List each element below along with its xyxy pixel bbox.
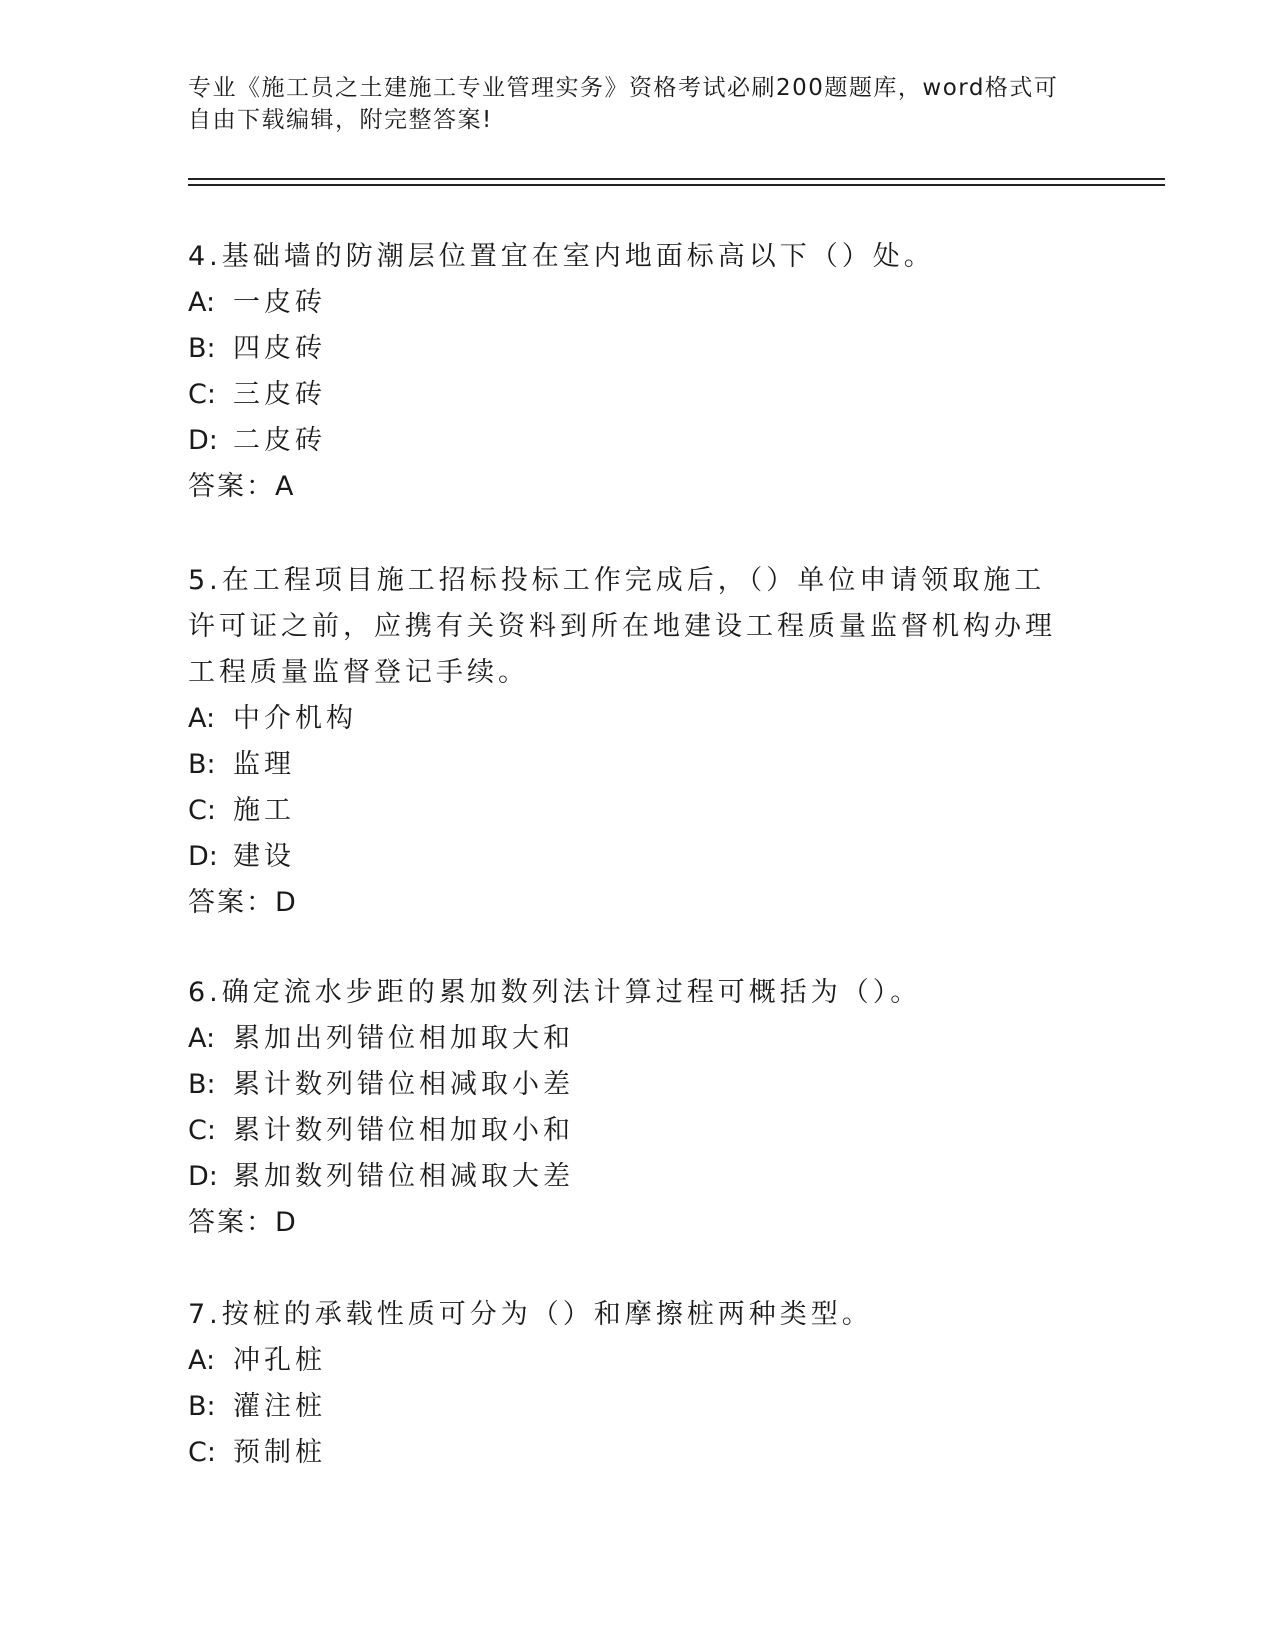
option-c: C: 三皮砖 — [188, 379, 326, 410]
option-a: A: 中介机构 — [188, 703, 357, 734]
header-divider-bottom — [188, 184, 1165, 186]
option-b: B: 累计数列错位相减取小差 — [188, 1069, 574, 1100]
question-stem: 6.确定流水步距的累加数列法计算过程可概括为（）。 — [188, 977, 922, 1008]
option-a: A: 冲孔桩 — [188, 1345, 326, 1376]
question-4 — [188, 234, 1068, 510]
question-7 — [188, 1292, 1068, 1476]
answer: 答案：D — [188, 1207, 298, 1238]
option-b: B: 四皮砖 — [188, 333, 326, 364]
option-c: C: 施工 — [188, 795, 295, 826]
option-d: D: 累加数列错位相减取大差 — [188, 1161, 574, 1192]
header-divider-top — [188, 178, 1165, 180]
option-a: A: 累加出列错位相加取大和 — [188, 1023, 574, 1054]
answer: 答案：A — [188, 471, 296, 502]
answer: 答案：D — [188, 887, 298, 918]
question-stem: 7.按桩的承载性质可分为（）和摩擦桩两种类型。 — [188, 1299, 873, 1330]
option-b: B: 灌注桩 — [188, 1391, 326, 1422]
question-stem: 5.在工程项目施工招标投标工作完成后，（）单位申请领取施工许可证之前，应携有关资料到所在地建设工程质量监督机构办理工程质量监督登记手续。 — [188, 565, 1056, 688]
option-a: A: 一皮砖 — [188, 287, 326, 318]
option-c: C: 预制桩 — [188, 1437, 326, 1468]
option-d: D: 建设 — [188, 841, 295, 872]
option-d: D: 二皮砖 — [188, 425, 326, 456]
document-header: 专业《施工员之土建施工专业管理实务》资格考试必刷200题题库，word格式可自由下载编辑，附完整答案! — [188, 75, 1059, 133]
option-b: B: 监理 — [188, 749, 295, 780]
question-6 — [188, 970, 1068, 1246]
option-c: C: 累计数列错位相加取小和 — [188, 1115, 574, 1146]
question-stem: 4.基础墙的防潮层位置宜在室内地面标高以下（）处。 — [188, 241, 935, 272]
question-5 — [188, 558, 1068, 926]
